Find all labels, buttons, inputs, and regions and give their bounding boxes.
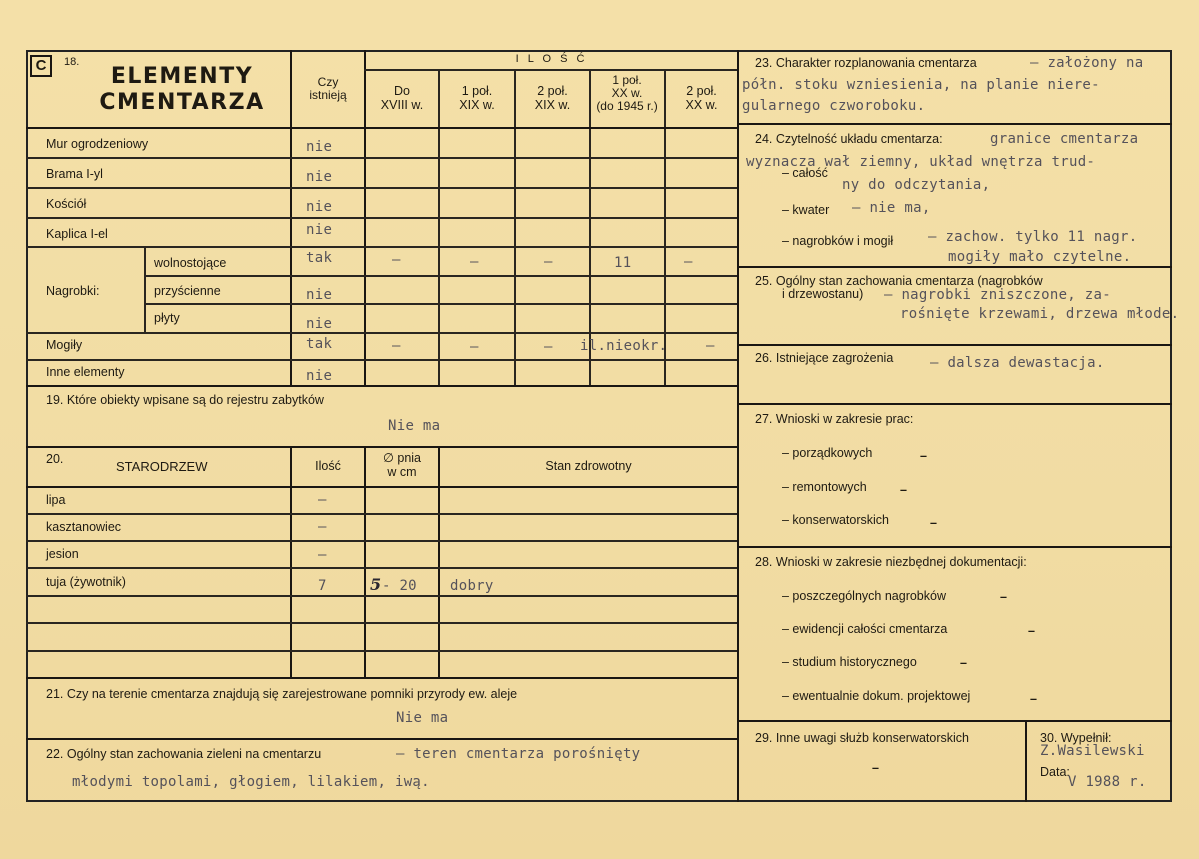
- col-divider-p2: [514, 70, 516, 386]
- q24-calosc-label: – całość: [782, 166, 828, 180]
- row-line: [26, 332, 737, 334]
- tree-name: tuja (żywotnik): [46, 575, 126, 589]
- q27-item: – konserwatorskich: [782, 513, 889, 527]
- row-line: [26, 359, 737, 361]
- q25-answer-line1: – nagrobki zniszczone, za-: [884, 287, 1111, 303]
- trees-section-number: 20.: [46, 452, 64, 466]
- trees-title: STARODRZEW: [116, 459, 208, 474]
- trees-header-line: [26, 486, 737, 488]
- q21-label: 21. Czy na terenie cmentarza znajdują się zarejestrowane pomniki przyrody ew. aleje: [46, 687, 518, 701]
- q26-label: 26. Istniejące zagrożenia: [755, 351, 894, 365]
- row-line: [26, 217, 737, 219]
- exists-value: nie: [306, 139, 333, 155]
- tree-count: –: [318, 547, 327, 563]
- q28-item: – studium historycznego: [782, 655, 917, 669]
- period-header-4: 1 poł. XX w. (do 1945 r.): [596, 73, 658, 114]
- exists-value: nie: [306, 316, 333, 332]
- tree-diam-handwritten: 5: [370, 575, 382, 594]
- q28-item: – poszczególnych nagrobków: [782, 589, 946, 603]
- tree-name: kasztanowiec: [46, 520, 122, 534]
- exists-value: nie: [306, 222, 333, 238]
- count-cell: –: [392, 338, 401, 354]
- row-line: [26, 595, 737, 597]
- period-header-1: Do XVIII w.: [380, 84, 424, 112]
- exists-value: nie: [306, 169, 333, 185]
- q30-name: Z.Wasilewski: [1040, 743, 1145, 759]
- q27-answer: –: [900, 483, 907, 497]
- section-letter-box: C: [30, 55, 52, 77]
- q24-answer-line1: granice cmentarza: [990, 131, 1139, 147]
- q27-label: 27. Wnioski w zakresie prac:: [755, 412, 914, 426]
- period-header-3: 2 poł. XIX w.: [534, 84, 571, 112]
- q24-kwater-answer: – nie ma,: [852, 200, 931, 216]
- tree-name: jesion: [46, 547, 79, 561]
- nagrobki-divider: [144, 246, 146, 332]
- element-label: przyścienne: [154, 284, 221, 298]
- q24-nagrobkow-answer-2: mogiły mało czytelne.: [948, 249, 1132, 265]
- element-label: Mogiły: [46, 338, 83, 352]
- nagrobki-label: Nagrobki:: [46, 284, 100, 298]
- row-line: [145, 275, 737, 277]
- q25-label-line1: 25. Ogólny stan zachowania cmentarza (nagrobków: [755, 274, 1043, 288]
- trees-count-header: Ilość: [315, 459, 341, 473]
- q21-answer: Nie ma: [396, 710, 449, 726]
- q23-bottom-line: [737, 123, 1172, 125]
- trees-bottom-line: [26, 677, 737, 679]
- tree-health: dobry: [450, 578, 494, 594]
- title-line-1: ELEMENTY: [110, 64, 254, 89]
- q19-answer: Nie ma: [388, 418, 441, 434]
- row-line: [26, 622, 737, 624]
- q25-label-line2: i drzewostanu): [782, 287, 864, 301]
- count-cell: –: [392, 252, 401, 268]
- row-line: [26, 187, 737, 189]
- q19-label: 19. Które obiekty wpisane są do rejestru zabytków: [46, 393, 324, 407]
- q24-bottom-line: [737, 266, 1172, 268]
- q30-date-label: Data:: [1040, 765, 1070, 779]
- q25-bottom-line: [737, 344, 1172, 346]
- q24-nagrobkow-answer-1: – zachow. tylko 11 nagr.: [928, 229, 1138, 245]
- col-divider-p1: [438, 70, 440, 386]
- q24-nagrobkow-label: – nagrobków i mogił: [782, 234, 894, 248]
- q22-answer-line2: młodymi topolami, głogiem, lilakiem, iwą.: [72, 774, 430, 790]
- q23-answer-line3: gularnego czworoboku.: [742, 98, 926, 114]
- q23-label: 23. Charakter rozplanowania cmentarza: [755, 56, 977, 70]
- element-label: Mur ogrodzeniowy: [46, 137, 149, 151]
- header-bottom-line: [26, 127, 737, 129]
- q29-label: 29. Inne uwagi służb konserwatorskich: [755, 731, 970, 745]
- section-number: 18.: [64, 56, 80, 68]
- q30-date: V 1988 r.: [1068, 774, 1147, 790]
- q24-label: 24. Czytelność układu cmentarza:: [755, 132, 943, 146]
- row-line: [26, 567, 737, 569]
- trees-col-divider: [438, 446, 440, 678]
- count-cell: –: [470, 339, 479, 355]
- element-label: Kościół: [46, 197, 87, 211]
- elements-bottom-line: [26, 385, 737, 387]
- tree-count: 7: [318, 578, 327, 594]
- q27-item: – porządkowych: [782, 446, 873, 460]
- col-exists-header: Czy istnieją: [309, 75, 347, 103]
- row-line: [26, 540, 737, 542]
- q26-answer: – dalsza dewastacja.: [930, 355, 1105, 371]
- element-label: Inne elementy: [46, 365, 125, 379]
- count-cell: –: [470, 254, 479, 270]
- element-label: wolnostojące: [154, 256, 227, 270]
- q24-answer-line2: wyznacza wał ziemny, układ wnętrza trud-: [746, 154, 1096, 170]
- q28-answer: –: [1000, 590, 1007, 604]
- q23-answer-line2: półn. stoku wzniesienia, na planie niere-: [742, 77, 1100, 93]
- q27-item: – remontowych: [782, 480, 867, 494]
- element-label: Brama I-yl: [46, 167, 103, 181]
- q28-answer: –: [1028, 624, 1035, 638]
- count-cell: il.nieokr.: [580, 338, 668, 354]
- q28-item: – ewentualnie dokum. projektowej: [782, 689, 971, 703]
- trees-col-divider: [364, 446, 366, 678]
- tree-name: lipa: [46, 493, 66, 507]
- tree-count: –: [318, 492, 327, 508]
- q28-item: – ewidencji całości cmentarza: [782, 622, 948, 636]
- q28-answer: –: [1030, 692, 1037, 706]
- q29-answer: –: [872, 761, 879, 775]
- tree-diam: - 20: [382, 578, 417, 594]
- element-label: płyty: [154, 311, 180, 325]
- trees-col-divider: [290, 446, 292, 678]
- q28-label: 28. Wnioski w zakresie niezbędnej dokumentacji:: [755, 555, 1027, 569]
- q26-bottom-line: [737, 403, 1172, 405]
- exists-value: tak: [306, 250, 333, 266]
- q27-bottom-line: [737, 546, 1172, 548]
- tree-count: –: [318, 519, 327, 535]
- quantity-underline: [364, 69, 737, 71]
- q25-answer-line2: rośnięte krzewami, drzewa młode.: [900, 306, 1180, 322]
- period-header-5: 2 poł. XX w.: [685, 84, 718, 112]
- row-line: [26, 157, 737, 159]
- count-cell: –: [684, 254, 693, 270]
- q24-kwater-label: – kwater: [782, 203, 830, 217]
- count-cell: –: [544, 339, 553, 355]
- q28-bottom-line: [737, 720, 1172, 722]
- q29-q30-divider: [1025, 720, 1027, 802]
- q22-answer-line1: – teren cmentarza porośnięty: [396, 746, 641, 762]
- row-line: [26, 513, 737, 515]
- q21-bottom-line: [26, 738, 737, 740]
- center-divider: [737, 50, 739, 802]
- trees-diam-header: ∅ pnia w cm: [383, 451, 421, 479]
- exists-value: tak: [306, 336, 333, 352]
- q30-label: 30. Wypełnił:: [1040, 731, 1112, 745]
- period-header-2: 1 poł. XIX w.: [459, 84, 495, 112]
- q27-answer: –: [930, 516, 937, 530]
- trees-health-header: Stan zdrowotny: [545, 459, 632, 473]
- row-line: [145, 303, 737, 305]
- q28-answer: –: [960, 656, 967, 670]
- exists-value: nie: [306, 368, 333, 384]
- row-line: [26, 246, 737, 248]
- q19-bottom-line: [26, 446, 737, 448]
- count-cell: –: [706, 338, 715, 354]
- q27-answer: –: [920, 449, 927, 463]
- count-cell: 11: [614, 255, 632, 271]
- row-line: [26, 650, 737, 652]
- exists-value: nie: [306, 287, 333, 303]
- q24-answer-line3: ny do odczytania,: [842, 177, 991, 193]
- title-line-2: CMENTARZA: [99, 90, 265, 115]
- q23-answer-line1: – założony na: [1030, 55, 1144, 71]
- element-label: Kaplica I-el: [46, 227, 108, 241]
- exists-value: nie: [306, 199, 333, 215]
- q22-label: 22. Ogólny stan zachowania zieleni na cmentarzu: [46, 747, 322, 761]
- count-cell: –: [544, 254, 553, 270]
- col-quantity-header: I L O Ś Ć: [515, 53, 588, 65]
